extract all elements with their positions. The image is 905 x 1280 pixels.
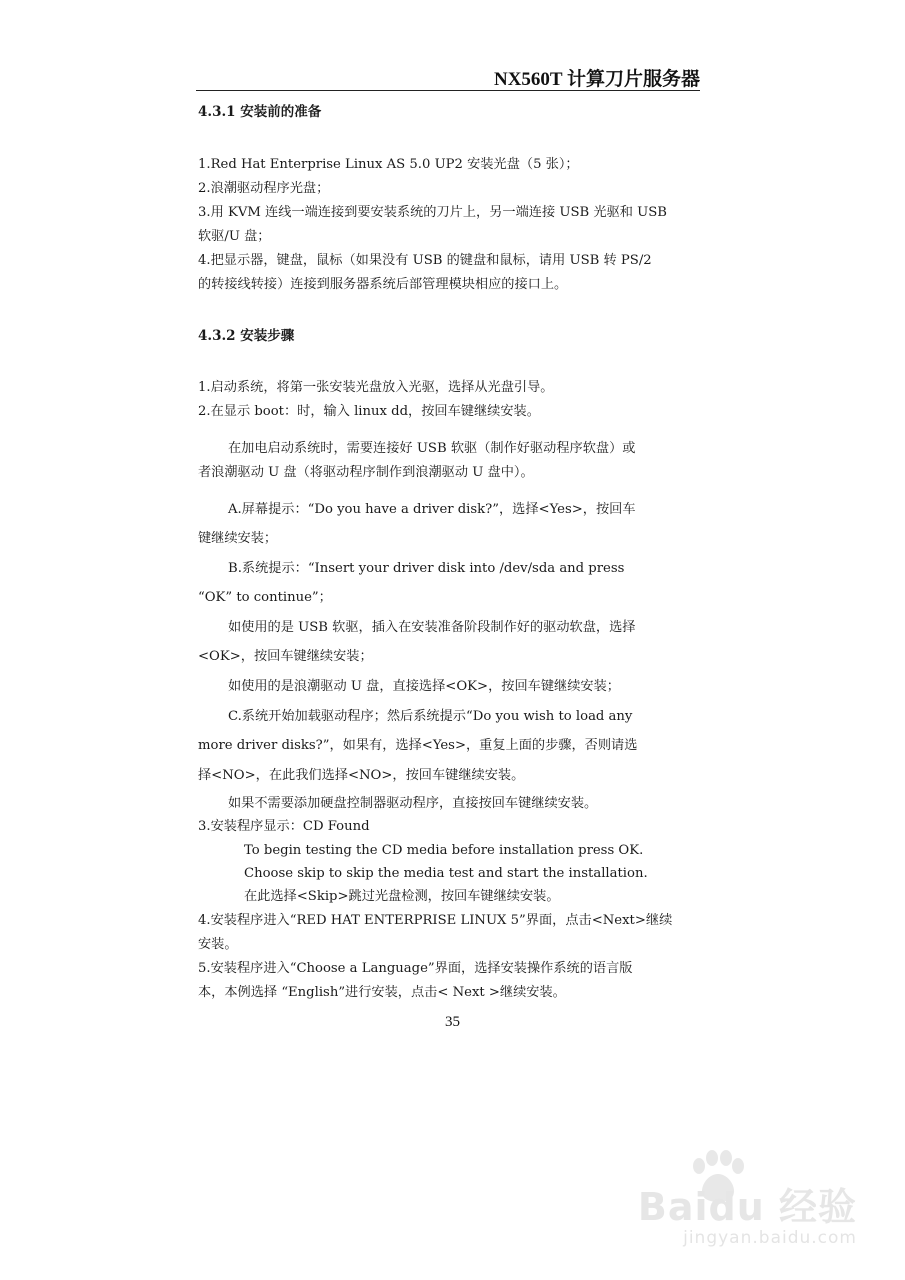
prep-line: 3.用 KVM 连线一端连接到要安装系统的刀片上，另一端连接 USB 光驱和 USB [198,205,667,220]
watermark-url: jingyan.baidu.com [683,1228,857,1248]
step-line: <OK>，按回车键继续安装； [198,649,373,664]
step-line: Choose skip to skip the media test and start the installation. [244,866,648,881]
step-line: more driver disks?”，如果有，选择<Yes>，重复上面的步骤，否则请选 [198,738,638,753]
step-line: A.屏幕提示：“Do you have a driver disk?”，选择<Yes>，按回车 [228,502,636,517]
step-line: 者浪潮驱动 U 盘（将驱动程序制作到浪潮驱动 U 盘中）。 [198,465,534,480]
step-line: To begin testing the CD media before installation press OK. [244,843,644,858]
step-line: 2.在显示 boot：时，输入 linux dd，按回车键继续安装。 [198,404,540,419]
prep-line: 软驱/U 盘； [198,229,271,244]
section-heading-steps: 4.3.2 安装步骤 [198,328,295,344]
prep-line: 1.Red Hat Enterprise Linux AS 5.0 UP2 安装光盘（5 张）； [198,157,579,172]
step-line: 在此选择<Skip>跳过光盘检测，按回车键继续安装。 [244,889,560,904]
page-number: 35 [445,1014,460,1030]
step-line: 本，本例选择 “English”进行安装，点击< Next >继续安装。 [198,985,566,1000]
prep-line: 4.把显示器，键盘，鼠标（如果没有 USB 的键盘和鼠标，请用 USB 转 PS/2 [198,253,652,268]
baidu-jingyan-watermark [627,1150,857,1250]
prep-line: 的转接线转接）连接到服务器系统后部管理模块相应的接口上。 [198,277,568,292]
step-line: 如使用的是 USB 软驱，插入在安装准备阶段制作好的驱动软盘，选择 [228,620,636,635]
step-line: 如使用的是浪潮驱动 U 盘，直接选择<OK>，按回车键继续安装； [228,679,620,694]
step-line: 5.安装程序进入“Choose a Language”界面，选择安装操作系统的语言版 [198,961,633,976]
prep-line: 2.浪潮驱动程序光盘； [198,181,330,196]
step-line: 4.安装程序进入“RED HAT ENTERPRISE LINUX 5”界面，点击<Next>继续 [198,913,673,928]
step-line: C.系统开始加载驱动程序；然后系统提示“Do you wish to load any [228,709,633,724]
section-heading-preparation: 4.3.1 安装前的准备 [198,104,322,120]
page-header-title: NX560T 计算刀片服务器 [493,69,700,90]
step-line: B.系统提示：“Insert your driver disk into /dev/sda and press [228,561,625,576]
step-line: 在加电启动系统时，需要连接好 USB 软驱（制作好驱动程序软盘）或 [228,441,636,456]
step-line: 键继续安装； [198,531,278,546]
step-line: 择<NO>，在此我们选择<NO>，按回车键继续安装。 [198,768,525,783]
header-divider [196,90,700,91]
step-line: 如果不需要添加硬盘控制器驱动程序，直接按回车键继续安装。 [228,796,598,811]
step-line: 3.安装程序显示：CD Found [198,819,370,834]
step-line: 安装。 [198,937,238,952]
watermark-brand: Baidu 经验 [637,1185,857,1229]
step-line: “OK” to continue”； [198,590,332,605]
step-line: 1.启动系统，将第一张安装光盘放入光驱，选择从光盘引导。 [198,380,554,395]
